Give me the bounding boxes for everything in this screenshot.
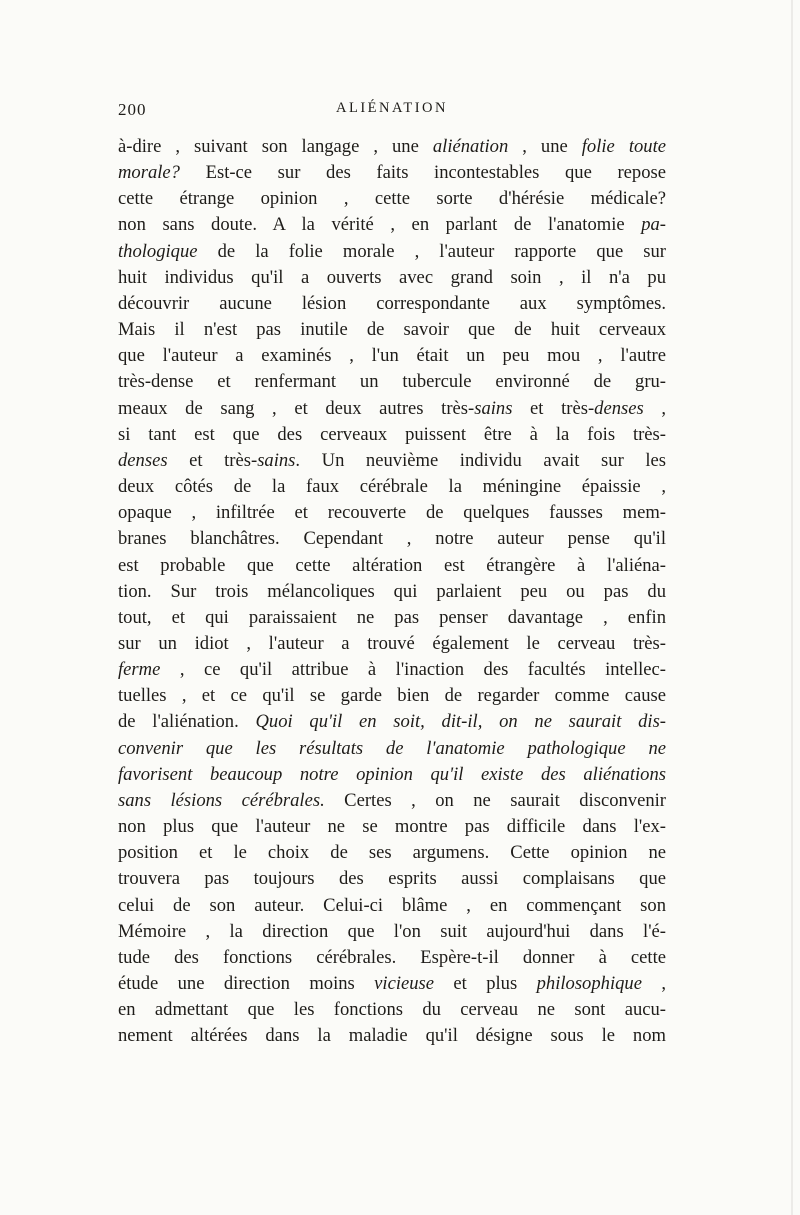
text-segment: à-dire , suivant son langage , une <box>118 136 433 157</box>
text-line <box>118 631 666 657</box>
italic-text-segment: denses <box>118 449 168 471</box>
text-segment: branes blanchâtres. Cependant , notre auteur pense qu'il <box>118 528 666 550</box>
text-line <box>118 369 666 395</box>
text-line <box>118 840 666 866</box>
text-line <box>118 396 666 422</box>
text-segment: tuelles , et ce qu'il se garde bien de regarder comme cause <box>118 685 666 707</box>
text-line <box>118 343 666 369</box>
text-line <box>118 448 666 474</box>
italic-text-segment: thologique <box>118 240 198 262</box>
text-segment: est probable que cette altération est étrangère à l'aliéna- <box>118 554 666 576</box>
italic-text-segment: sans lésions cérébrales. <box>118 789 325 811</box>
text-line <box>118 500 666 526</box>
italic-text-segment: vicieuse <box>374 973 435 994</box>
text-segment: meaux de sang , et deux autres très- <box>118 397 475 419</box>
text-segment: , ce qu'il attribue à l'inaction des facultés intellec- <box>160 659 666 681</box>
text-segment: Certes , on ne saurait disconvenir <box>324 789 666 811</box>
text-line <box>118 683 666 709</box>
text-segment: opaque , infiltrée et recouverte de quelques fausses mem- <box>118 502 666 524</box>
text-segment: Mais il n'est pas inutile de savoir que de huit cerveaux <box>118 319 666 341</box>
text-segment: celui de son auteur. Celui-ci blâme , en commençant son <box>118 894 666 916</box>
text-segment: nement altérées dans la maladie qu'il désigne sous le nom <box>118 1025 666 1047</box>
text-line <box>118 866 666 892</box>
text-segment: tion. Sur trois mélancoliques qui parlaient peu ou pas du <box>118 580 666 602</box>
text-segment: non plus que l'auteur ne se montre pas difficile dans l'ex- <box>118 816 666 838</box>
text-line <box>118 1023 666 1049</box>
italic-text-segment: morale? <box>118 162 180 184</box>
text-segment: sur un idiot , l'auteur a trouvé également le cerveau très- <box>118 632 666 654</box>
text-line <box>118 919 666 945</box>
text-segment: tude des fonctions cérébrales. Espère-t-il donner à cette <box>118 946 666 968</box>
text-line <box>118 736 666 762</box>
italic-text-segment: folie toute <box>581 136 666 157</box>
scan-edge-artifact <box>791 0 793 1215</box>
text-line <box>118 553 666 579</box>
text-segment: et très- <box>167 449 258 471</box>
text-segment: , <box>643 397 666 419</box>
text-line <box>118 134 666 160</box>
italic-text-segment: denses <box>594 397 644 419</box>
text-segment: . Un neuvième individu avait sur les <box>295 449 666 471</box>
text-segment: que l'auteur a examinés , l'un était un peu mou , l'autre <box>118 345 666 367</box>
text-segment: huit individus qu'il a ouverts avec grand soin , il n'a pu <box>118 266 666 288</box>
text-line <box>118 186 666 212</box>
italic-text-segment: favorisent beaucoup notre opinion qu'il existe des aliénations <box>118 763 666 785</box>
text-line <box>118 971 666 997</box>
text-line <box>118 291 666 317</box>
text-segment: très-dense et renfermant un tubercule environné de gru- <box>118 371 666 393</box>
text-segment: non sans doute. A la vérité , en parlant de l'anatomie <box>118 214 642 236</box>
text-segment: , une <box>508 136 582 157</box>
text-segment: et plus <box>434 973 537 994</box>
text-line <box>118 474 666 500</box>
text-line <box>118 422 666 448</box>
text-line <box>118 317 666 343</box>
text-segment: en admettant que les fonctions du cerveau ne sont aucu- <box>118 999 666 1021</box>
text-line <box>118 160 666 186</box>
text-segment: Mémoire , la direction que l'on suit aujourd'hui dans l'é- <box>118 920 666 942</box>
text-segment: trouvera pas toujours des esprits aussi complaisans que <box>118 868 666 890</box>
text-line <box>118 788 666 814</box>
text-line <box>118 945 666 971</box>
text-line <box>118 814 666 840</box>
italic-text-segment: pa- <box>641 214 666 236</box>
text-line <box>118 239 666 265</box>
italic-text-segment: sains <box>257 449 296 471</box>
text-line <box>118 212 666 238</box>
text-segment: position et le choix de ses argumens. Cette opinion ne <box>118 842 666 864</box>
text-line <box>118 526 666 552</box>
italic-text-segment: ferme <box>118 659 161 681</box>
italic-text-segment: philosophique <box>536 973 642 994</box>
text-line <box>118 579 666 605</box>
text-segment: cette étrange opinion , cette sorte d'hérésie médicale? <box>118 188 666 210</box>
text-segment: et très- <box>512 397 595 419</box>
running-header-title: ALIÉNATION <box>336 100 448 116</box>
text-segment: étude une direction moins <box>118 973 375 994</box>
text-line <box>118 762 666 788</box>
text-line <box>118 605 666 631</box>
text-segment: Est-ce sur des faits incontestables que repose <box>179 162 666 184</box>
text-line <box>118 709 666 735</box>
page-number: 200 <box>118 100 147 119</box>
running-head <box>118 96 666 126</box>
body-text <box>118 134 666 1049</box>
page-content <box>118 96 666 1049</box>
text-line <box>118 657 666 683</box>
text-line <box>118 893 666 919</box>
italic-text-segment: Quoi qu'il en soit, dit-il, on ne saurait dis- <box>255 711 666 733</box>
italic-text-segment: convenir que les résultats de l'anatomie pathologique ne <box>118 737 666 759</box>
text-segment: , <box>641 973 666 994</box>
text-segment: si tant est que des cerveaux puissent être à la fois très- <box>118 423 666 445</box>
text-segment: deux côtés de la faux cérébrale la méningine épaissie , <box>118 476 666 498</box>
italic-text-segment: sains <box>474 397 513 419</box>
text-line <box>118 997 666 1023</box>
text-segment: de l'aliénation. <box>118 711 256 733</box>
italic-text-segment: aliénation <box>432 136 509 157</box>
text-line <box>118 265 666 291</box>
text-segment: tout, et qui paraissaient ne pas penser davantage , enfin <box>118 606 666 628</box>
text-segment: découvrir aucune lésion correspondante aux symptômes. <box>118 292 666 314</box>
text-segment: de la folie morale , l'auteur rapporte que sur <box>197 240 666 262</box>
